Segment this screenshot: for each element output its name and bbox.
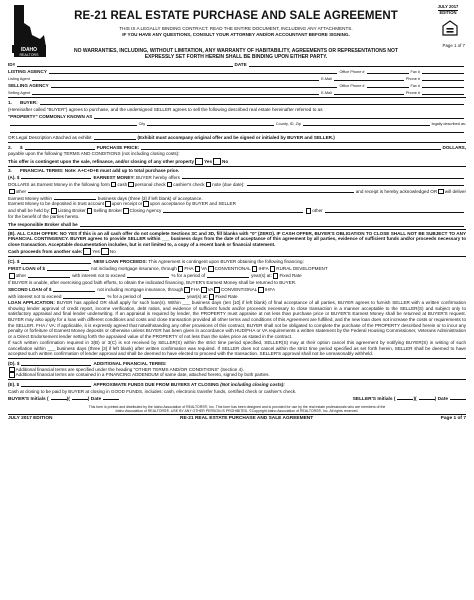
held-by-label: and shall be held by: [8, 208, 51, 214]
receipt-text: and receipt is hereby acknowledged OR [355, 188, 438, 194]
listing-agent-field[interactable] [32, 75, 319, 81]
dollars-label: DOLLARS, [442, 145, 466, 151]
note-due-label: note (due date): [212, 181, 245, 187]
listing-office-phone-field[interactable] [367, 68, 409, 74]
seller-initials: SELLER'S Initials ( )( ) Date [353, 397, 466, 403]
second-fixed-label: Fixed Rate [215, 294, 238, 300]
equal-housing-icon [442, 20, 458, 36]
contingency-yes-checkbox[interactable] [195, 158, 203, 165]
loan-application-text [8, 300, 466, 339]
funds-due-row [8, 381, 466, 388]
new-loan-amount-field[interactable] [21, 258, 91, 264]
listing-fax-label: Fax # [410, 70, 420, 75]
second-interest-field[interactable] [63, 293, 105, 299]
additional-amount-field[interactable] [21, 360, 91, 366]
cash-label: cash [117, 181, 128, 187]
funds-due-note: (Not including closing costs): [220, 382, 285, 388]
divider [8, 142, 466, 143]
second-fixed-checkbox[interactable] [209, 294, 215, 300]
purchase-price-words-field[interactable] [141, 144, 440, 150]
commonly-known-label: "PROPERTY" COMMONLY KNOWN AS [8, 114, 93, 120]
listing-agent-label: Listing Agent [8, 77, 30, 82]
new-loan-row [8, 258, 466, 265]
additional-terms-text-2: Additional financial terms are contained in a FINANCING ADDENDUM of same date, attached hereto, signed by both parties. [15, 372, 270, 378]
exhibit-note: (Exhibit must accompany original offer and be signed or initialed by BUYER and SELLER.) [137, 135, 335, 141]
second-period-text: % for a period of [107, 294, 142, 300]
new-loan-title: NEW LOAN PROCEEDS: [93, 259, 148, 265]
loan-years-field[interactable] [207, 272, 249, 278]
ihfa-checkbox[interactable] [252, 266, 258, 272]
earnest-money-title: EARNEST MONEY: [93, 174, 135, 180]
additional-terms-option-2 [8, 372, 466, 378]
closing-agency-checkbox[interactable] [123, 208, 129, 214]
second-loan-interest-row [8, 293, 466, 300]
cash-proceeds-row [8, 248, 466, 255]
date-label: DATE [234, 62, 247, 68]
fixed-rate-label: Fixed Rate [279, 273, 302, 279]
document-title: RE-21 REAL ESTATE PURCHASE AND SALE AGREEMENT [74, 10, 398, 22]
rural-label: RURAL DEVELOPMENT [276, 266, 328, 272]
additional-terms-title: ADDITIONAL FINANCIAL TERMS: [93, 361, 167, 367]
note-due-field[interactable] [247, 180, 464, 186]
date-field[interactable] [249, 61, 464, 67]
second-fha-label: FHA [190, 287, 200, 293]
contingency-row [8, 158, 466, 165]
edition-date: JULY 2017 [437, 4, 459, 9]
exhibit-field[interactable] [94, 134, 136, 140]
cash-proceeds-yes-label: Yes [92, 249, 100, 255]
ihfa-label: IHFA [258, 266, 269, 272]
divider [8, 379, 466, 380]
second-interest-text: with interest not to exceed [8, 294, 62, 300]
selling-broker-label: Selling Broker [93, 208, 123, 214]
all-cash-offer-text [8, 231, 466, 248]
footer-edition: JULY 2017 EDITION [8, 416, 53, 422]
loan-other-label: other [15, 273, 27, 279]
seller-initials-label: SELLER'S Initials ( [352, 397, 396, 403]
fha-checkbox[interactable] [178, 266, 184, 272]
fha-label: FHA [184, 266, 194, 272]
legal-description-field[interactable] [10, 127, 464, 133]
cash-proceeds-label: Cash proceeds from another sale: [8, 249, 83, 255]
second-loan-field[interactable] [53, 286, 95, 292]
will-deliver-label: will deliver [444, 188, 466, 194]
selling-fax-label: Fax # [410, 84, 420, 89]
second-va-label: VA [207, 287, 214, 293]
buyer-initials-field-2[interactable] [72, 399, 88, 400]
divider [8, 358, 466, 359]
responsible-broker-label: The responsible Broker shall be [8, 221, 78, 227]
listing-office-phone-label: Office Phone # [339, 70, 365, 75]
or-legal-label: OR Legal Description Attached as exhibit [8, 135, 92, 141]
selling-fax-field[interactable] [422, 82, 464, 88]
first-loan-unable-text: If BUYER is unable, after exercising good faith efforts, to obtain the indicated financing, BUYER's Earnest Money shall be returned to BUYER. [8, 279, 297, 285]
new-loan-text: This Agreement is contingent upon BUYER obtaining the following financing: [148, 259, 304, 265]
personal-check-label: personal check [134, 181, 166, 187]
interest-text: with interest not to exceed [72, 273, 126, 279]
divider [8, 229, 466, 230]
loan-other-checkbox[interactable] [9, 273, 15, 279]
for-benefit-text: for the benefit of the parties hereto. [8, 214, 80, 220]
earnest-other-row [8, 187, 466, 194]
other-label: other [15, 188, 27, 194]
buyer-label: BUYER: [20, 100, 38, 106]
legal-exhibit-row [8, 134, 466, 141]
earnest-money-row [8, 173, 466, 180]
financial-terms-note: Note: A+C+D+E must add up to total purchase price. [64, 167, 180, 173]
responsible-broker-row [8, 221, 466, 228]
fixed-rate-checkbox[interactable] [273, 273, 279, 279]
second-loan-through-text: not including mortgage insurance, through [97, 287, 184, 293]
funds-due-text: Cash at closing to be paid by BUYER at closing in GOOD FUNDS, includes: cash, electronic transfer funds, certified check or cashier's check. [8, 388, 297, 394]
buyer-date-field[interactable] [103, 399, 119, 400]
second-va-checkbox[interactable] [201, 287, 207, 293]
legal-described-label: legally described as: [431, 122, 467, 127]
other-checkbox[interactable] [9, 189, 15, 195]
second-conventional-checkbox[interactable] [214, 287, 220, 293]
seller-initials-field-2[interactable] [419, 399, 435, 400]
document-header [8, 3, 466, 61]
edition-box [431, 5, 465, 16]
first-loan-row [8, 265, 466, 272]
buyer-name-field[interactable] [40, 99, 464, 105]
upon-acceptance-checkbox[interactable] [143, 201, 149, 207]
rural-checkbox[interactable] [270, 266, 276, 272]
listing-agency-row [8, 68, 466, 75]
earnest-form-row [8, 180, 466, 187]
second-loan-row [8, 286, 466, 293]
seller-date-label: Date [437, 397, 448, 403]
selling-office-phone-field[interactable] [367, 82, 409, 88]
other-field[interactable] [28, 187, 354, 193]
cash-proceeds-no-checkbox[interactable] [101, 248, 109, 255]
purchase-price-label: PURCHASE PRICE: [96, 145, 140, 151]
county-label: County, ID, Zip [275, 122, 301, 127]
no-label: No [222, 158, 229, 164]
funds-e-label: (E). $ [8, 382, 20, 388]
selling-email-field[interactable] [334, 89, 404, 95]
buyer-initials-label: BUYER'S Initials ( [8, 397, 49, 403]
section-1-number: 1. [8, 100, 12, 106]
binding-line-1: THIS IS A LEGALLY BINDING CONTRACT. READ THE ENTIRE DOCUMENT, INCLUDING ANY ATTACHMENTS. [119, 26, 353, 31]
svg-text:IDAHO: IDAHO [20, 47, 38, 53]
warranty-notice: NO WARRANTIES, INCLUDING, WITHOUT LIMITATION, ANY WARRANTY OF HABITABILITY, AGREEMENTS OR REPRESENTATIONS NOT EXPRESSLY SET FORTH HEREIN SHALL BE BINDING UPON EITHER PARTY. [74, 48, 398, 60]
zip-field[interactable] [303, 120, 430, 126]
loan-application-label: LOAN APPLICATION: [8, 300, 55, 306]
selling-agent-label: Selling Agent [8, 91, 31, 96]
years-at-text: year(s) at: [251, 273, 272, 279]
selling-agency-label: SELLING AGENCY [8, 83, 49, 89]
binding-notice [60, 26, 412, 37]
additional-terms-checkbox-2[interactable] [9, 372, 15, 378]
held-other-checkbox[interactable] [306, 208, 312, 214]
all-cash-body: NO YES If this is an all cash offer do not complete Sections 3C and 3D, fill blanks with "0" (ZERO). IF CASH OFFER, BUYER'S OBLIGATION TO CLOSE SHALL NOT BE SUBJECT TO ANY FINANCIAL CONTINGENCY. BUYER agrees to provide SELLER within ___ business days from the date of acceptance of this agreement by all parties, evidence of sufficient funds and/or proceeds necessary to close transaction. Acceptable documentation includes, but is not limited to, a copy of a recent bank or financial statement. [8, 230, 467, 247]
selling-broker-checkbox[interactable] [87, 208, 93, 214]
funds-amount-field[interactable] [21, 381, 91, 387]
listing-agency-field[interactable] [49, 68, 338, 74]
selling-agent-field[interactable] [32, 89, 319, 95]
buyer-initials-field-1[interactable] [51, 399, 67, 400]
selling-email-label: E-Mail [321, 91, 332, 96]
initials-row [8, 397, 466, 403]
listing-agent-row [8, 75, 466, 82]
selling-agent-row [8, 89, 466, 96]
second-conventional-label: CONVENTIONAL [220, 287, 258, 293]
held-by-row [8, 207, 466, 214]
upon-acceptance-label: upon acceptance by BUYER and SELLER [149, 201, 236, 207]
section-2-number: 2. [8, 145, 12, 151]
interest-rate-field[interactable] [127, 272, 169, 278]
id-field[interactable] [17, 61, 232, 67]
selling-phone-field[interactable] [422, 89, 464, 95]
new-loan-c-label: (C). $ [8, 259, 20, 265]
held-other-field[interactable] [325, 207, 464, 213]
period-text: % for a period of [171, 273, 206, 279]
payable-text: payable upon the following TERMS AND CONDITIONS (not including closing costs): [8, 151, 180, 157]
va-label: VA [201, 266, 207, 272]
first-loan-field[interactable] [47, 265, 89, 271]
listing-email-field[interactable] [334, 75, 404, 81]
page-number: Page 1 of 7 [442, 43, 465, 48]
closing-agency-field[interactable] [163, 207, 302, 213]
listing-broker-label: Listing Broker [57, 208, 86, 214]
copyright-note [8, 405, 466, 413]
selling-phone-label: Phone # [405, 91, 420, 96]
closing-agency-label: Closing Agency [129, 208, 162, 214]
held-other-label: other [312, 208, 323, 214]
edition-word: EDITION [439, 9, 457, 15]
second-loan-label: SECOND LOAN of $ [8, 287, 52, 293]
contingency-no-checkbox[interactable] [213, 158, 221, 165]
additional-d-label: (D). $ [8, 361, 20, 367]
additional-terms-text-1: Additional financial terms are specified under the heading "OTHER TERMS AND/OR CONDITIONS" (Section 4). [15, 366, 244, 372]
earnest-within-text: Earnest Money within [8, 195, 52, 201]
cash-proceeds-yes-checkbox[interactable] [83, 248, 91, 255]
funds-due-title: APPROXIMATE FUNDS DUE FROM BUYERS AT CLOSING [93, 382, 219, 388]
second-years-field[interactable] [143, 293, 185, 299]
upon-receipt-checkbox[interactable] [105, 201, 111, 207]
earnest-offers-text: BUYER hereby offers [136, 174, 180, 180]
divider [8, 97, 466, 98]
divider [8, 256, 466, 257]
city-county-row [8, 120, 466, 127]
earnest-days-text: business days (three [3] if left blank) of acceptance. [97, 195, 203, 201]
loan-application-body: BUYER has applied OR shall apply for such loan(s). Within ___ business days (ten [10] if left blank) of final acceptance of all parties, BUYER agrees to furnish SELLER with a written confirmation showing lender approval of credit report, income verification, debt ratios, and evidence of sufficient funds and/or proceeds necessary to close transaction in a manner acceptable to the SELLER(S) and subject only to satisfactory appraisal and final lender underwriting. If an appraisal is required by lender, the PROPERTY must appraise at not less than purchase price or BUYER'S Earnest Money shall be returned at BUYER'S request. BUYER may also apply for a loan with different conditions and costs and close transaction provided all other terms and conditions of this Agreement are fulfilled, and the new loan does not increase the costs or requirements to the SELLER. FHA / VA: If applicable, it is expressly agreed that notwithstanding any other provisions of this contract, BUYER shall not be obligated to complete the purchase of the PROPERTY described herein or to incur any penalty or forfeiture of Earnest Money deposits or otherwise unless BUYER has been given in accordance with HUD/FHA or VA requirements a written statement by the Federal Housing Commissioner, Veterans Administration or a Direct Endorsement lender setting forth the appraised value of the PROPERTY of not less than the sales price as stated in the contract. [8, 300, 467, 339]
footer-divider [8, 414, 466, 415]
va-checkbox[interactable] [195, 266, 201, 272]
property-address-field[interactable] [94, 113, 464, 119]
conventional-label: CONVENTIONAL [214, 266, 251, 272]
listing-phone-field[interactable] [422, 75, 464, 81]
earnest-a-label: (A). $ [8, 174, 20, 180]
id-label: ID# [8, 62, 16, 68]
city-label: City [138, 122, 146, 127]
second-ihfa-checkbox[interactable] [258, 287, 264, 293]
buyer-initials: BUYER'S Initials ( )( ) Date [8, 397, 119, 403]
earnest-form-text: DOLLARS as Earnest Money in the following form [8, 181, 110, 187]
footer-page-number: Page 1 of 7 [440, 416, 466, 422]
loan-other-field[interactable] [28, 272, 70, 278]
footer-title: RE-21 REAL ESTATE PURCHASE AND SALE AGREEMENT [180, 416, 314, 422]
will-deliver-checkbox[interactable] [438, 189, 444, 195]
second-ihfa-label: IHFA [264, 287, 276, 293]
earnest-within-row [8, 194, 466, 201]
earnest-amount-field[interactable] [21, 173, 91, 179]
upon-receipt-label: upon receipt or [111, 201, 143, 207]
copyright-line-2: Idaho Association of REALTORS®. USE BY ANY OTHER PERSON IS PROHIBITED. ©Copyright Idaho Association of REALTORS®, Inc. All rights reserved. [115, 409, 359, 414]
listing-email-label: E-Mail [321, 77, 332, 82]
legal-desc-row [8, 127, 466, 134]
buyer-date-label: Date [90, 397, 102, 403]
binding-line-2: IF YOU HAVE ANY QUESTIONS, CONSULT YOUR ATTORNEY AND/OR ACCOUNTANT BEFORE SIGNING. [122, 31, 350, 37]
first-loan-label: FIRST LOAN of $ [8, 266, 46, 272]
copyright-line-1: This form is printed and distributed by the Idaho Association of REALTORS®, Inc. This form has been designed and is provided for use by the real estate professionals who are members of the [88, 405, 386, 410]
listing-fax-field[interactable] [422, 68, 464, 74]
listing-phone-label: Phone # [405, 77, 420, 82]
section-1-buyer-row [8, 99, 466, 106]
seller-date-field[interactable] [450, 399, 466, 400]
selling-agency-field[interactable] [51, 82, 338, 88]
property-address-row [8, 113, 466, 120]
selling-office-phone-label: Office Phone # [339, 84, 365, 89]
earnest-days-field[interactable] [54, 194, 96, 200]
purchase-price-amount-field[interactable] [25, 144, 95, 150]
selling-agency-row [8, 82, 466, 89]
section-1-text: (Hereinafter called "BUYER") agrees to purchase, and the undersigned SELLER agrees to sell the following described real estate hereinafter referred to as [8, 106, 323, 112]
cash-proceeds-no-label: No [109, 249, 116, 255]
divider [8, 166, 466, 167]
listing-agency-label: LISTING AGENCY [8, 69, 47, 75]
yes-label: Yes [204, 158, 212, 164]
city-field[interactable] [10, 120, 137, 126]
seller-initials-field-1[interactable] [397, 399, 413, 400]
all-cash-label: (B). ALL CASH OFFER: [8, 230, 59, 236]
svg-text:REALTORS: REALTORS [19, 53, 39, 57]
page-footer [8, 416, 466, 422]
id-date-row [8, 61, 466, 68]
purchase-price-row [8, 144, 466, 151]
responsible-broker-field[interactable] [80, 221, 464, 227]
contingency-text: This offer is contingent upon the sale, refinance, and/or closing of any other property [8, 158, 195, 164]
county-field[interactable] [147, 120, 274, 126]
written-confirmation-text: If such written confirmation required in 3(B) or 3(C) is not received by SELLER(S) within the strict time period specified, SELLER(S) may at their option cancel this agreement by notifying BUYER(S) in writing of such cancellation within ___ business days (three [3] if left blank) after written confirmation was required. If SELLER does not cancel within the strict time period specified as set forth herein, SELLER shall be deemed to have accepted such written confirmation of lender approval and shall be deemed to have elected to proceed with the transaction. SELLER'S approval shall not be unreasonably withheld. [8, 340, 466, 357]
additional-terms-row [8, 360, 466, 367]
section-3-number: 3. [8, 167, 12, 173]
dollar-sign: $ [20, 145, 23, 151]
idaho-realtors-logo [10, 5, 48, 57]
financial-terms-label: FINANCIAL TERMS: [20, 167, 64, 173]
listing-broker-checkbox[interactable] [51, 208, 57, 214]
cashiers-check-label: cashier's check [173, 181, 205, 187]
earnest-words-field[interactable] [182, 173, 464, 179]
deposit-text: Earnest Money to be deposited in trust account [8, 201, 105, 207]
second-years-at-text: year(s) at: [187, 294, 208, 300]
first-loan-interest-row [8, 272, 466, 279]
first-loan-through-text: not including mortgage insurance, through [91, 266, 177, 272]
